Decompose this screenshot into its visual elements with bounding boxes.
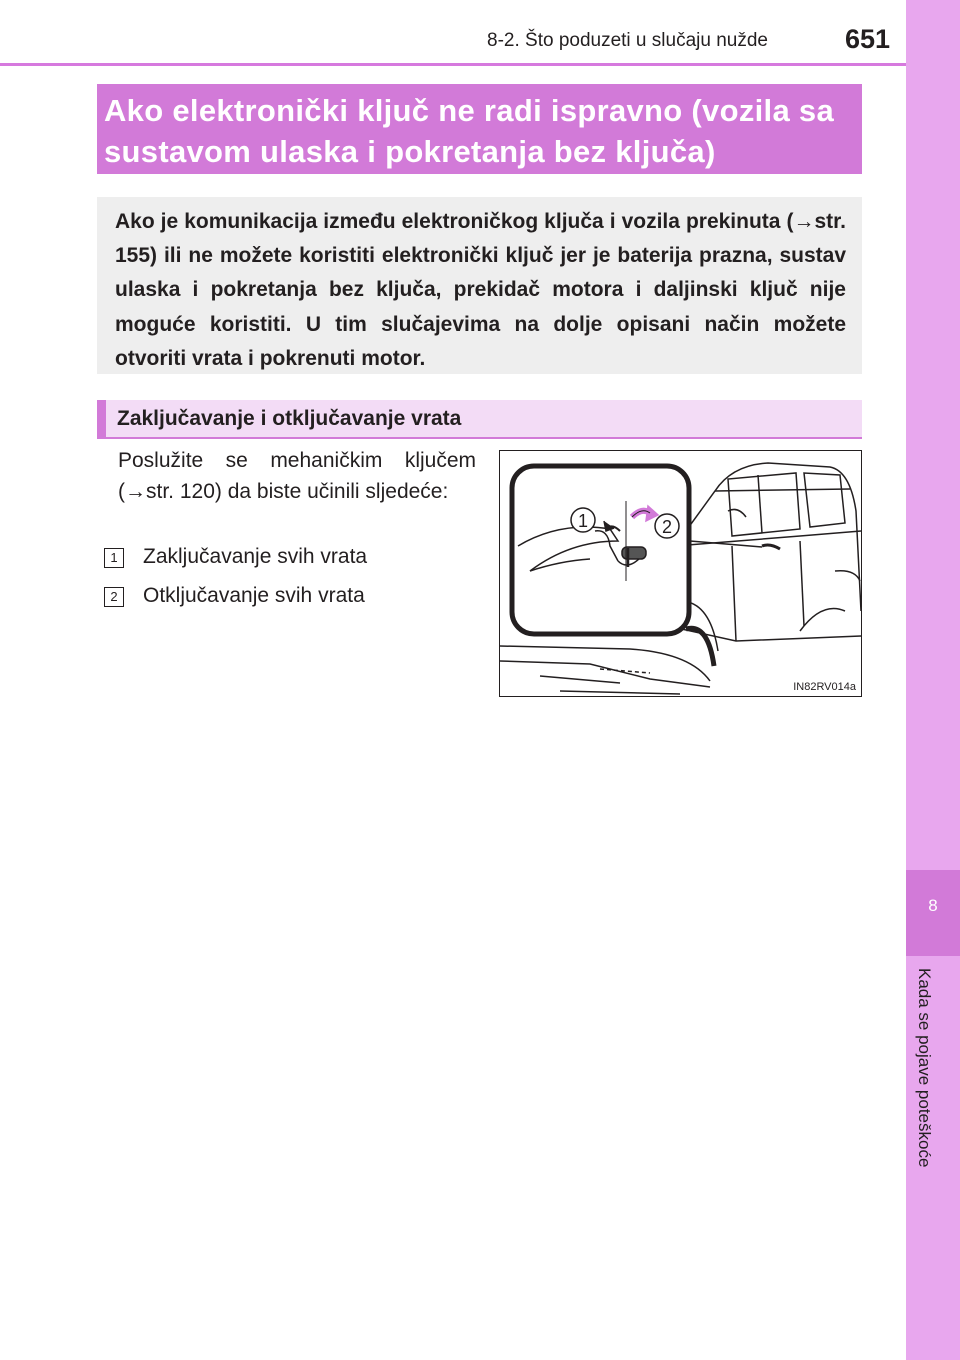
intro-box (97, 197, 862, 374)
callout-1: 1 (577, 511, 589, 531)
subsection-body: Poslužite se mehaničkim ključem (→str. 120) da biste učinili sljedeće: (118, 449, 476, 503)
subsection-heading (97, 400, 862, 439)
callout-2: 2 (661, 517, 673, 537)
chapter-number: 8 (928, 896, 938, 915)
chapter-title: Kada se pojave poteškoće (915, 968, 934, 1168)
page-number: 651 (845, 24, 891, 54)
door-key-illustration (499, 450, 862, 697)
step-label: Zaključavanje svih vrata (143, 545, 368, 568)
header-rule (0, 63, 906, 66)
section-title-box (97, 84, 862, 174)
step-number-box: 2 (104, 587, 124, 607)
subsection-title: Zaključavanje i otključavanje vrata (117, 407, 462, 430)
intro-text: Ako je komunikacija između elektroničkog ključa i vozila prekinuta (→str. 155) ili ne možete koristiti elektronički ključ jer je baterija prazna, sustav ulaska i pokretanja bez ključa, prekidač motora i daljinski ključ nije moguće koristiti. U tim slučajevima na dolje opisani način možete otvoriti vrata i pokrenuti motor. (115, 210, 846, 370)
step-number-box: 1 (104, 548, 124, 568)
illustration-id: IN82RV014a (793, 681, 856, 693)
section-title: Ako elektronički ključ ne radi ispravno (vozila sa sustavom ulaska i pokretanja bez ključa) (104, 93, 834, 169)
step-label: Otključavanje svih vrata (143, 584, 365, 607)
subsection-heading-bar (97, 400, 106, 439)
header-section-title: 8-2. Što poduzeti u slučaju nužde (487, 30, 768, 51)
